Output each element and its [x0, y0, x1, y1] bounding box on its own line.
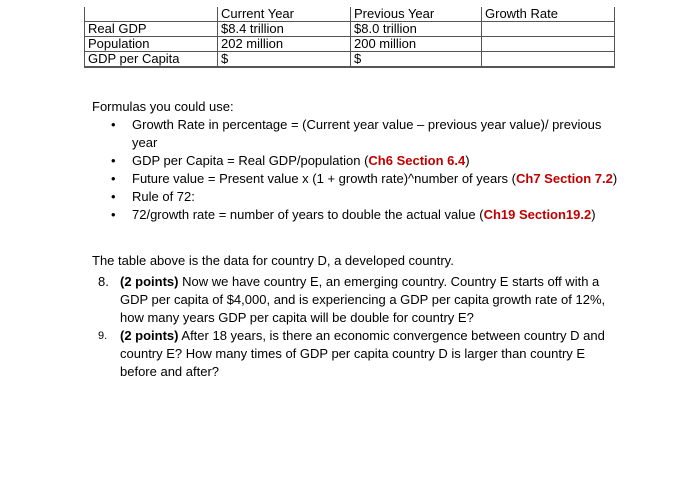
question-points: (2 points) — [120, 328, 179, 343]
question-points: (2 points) — [120, 274, 179, 289]
table-row — [85, 37, 615, 52]
table-header-cell: Previous Year — [351, 7, 482, 22]
section-reference: Ch7 Section 7.2 — [516, 171, 613, 186]
table-header-cell — [85, 7, 218, 22]
formula-list — [92, 116, 622, 224]
formula-item — [92, 116, 622, 152]
bullet-icon: • — [111, 171, 116, 186]
table-cell — [482, 52, 615, 68]
table-cell: GDP per Capita — [85, 52, 218, 68]
table-cell: $8.4 trillion — [218, 22, 351, 37]
table-cell: Real GDP — [85, 22, 218, 37]
table-header-cell: Growth Rate — [482, 7, 615, 22]
formula-item — [92, 206, 622, 224]
formula-item — [92, 170, 622, 188]
formulas-title: Formulas you could use: — [92, 99, 234, 114]
table-cell: $ — [351, 52, 482, 68]
intro-paragraph: The table above is the data for country D, a developed country. — [92, 253, 454, 268]
table-header-row — [85, 7, 615, 22]
table-cell: 200 million — [351, 37, 482, 52]
table-cell — [482, 22, 615, 37]
table-cell: $ — [218, 52, 351, 68]
formula-text: GDP per Capita = Real GDP/population ( — [132, 153, 369, 168]
formula-text-end: ) — [591, 207, 596, 222]
gdp-data-table — [84, 7, 615, 68]
question-item — [92, 273, 622, 327]
formula-text-end: ) — [465, 153, 470, 168]
formula-text: Growth Rate in percentage = (Current year value – previous year value)/ previous year — [132, 117, 602, 150]
question-item — [92, 327, 622, 381]
formula-text-end: ) — [612, 171, 618, 186]
formulas-section — [92, 98, 622, 224]
bullet-icon: • — [111, 207, 116, 222]
formula-text: Future value = Present value x (1 + growth rate)^number of years ( — [132, 171, 517, 186]
formula-item — [92, 188, 622, 206]
section-reference: Ch6 Section 6.4 — [368, 153, 466, 168]
table-row — [85, 22, 615, 37]
table-cell: 202 million — [218, 37, 351, 52]
table-cell: Population — [85, 37, 218, 52]
bullet-icon: • — [111, 153, 116, 168]
question-number: 9. — [98, 330, 108, 342]
question-list — [92, 273, 622, 381]
table-cell: $8.0 trillion — [351, 22, 482, 37]
question-text: Now we have country E, an emerging country. Country E starts off with a GDP per capita of $4,000, and is experiencing a GDP per capita growth rate of 12%, how many years GDP per capita will be double for country E? — [120, 274, 606, 325]
table-header-cell: Current Year — [218, 7, 351, 22]
formula-text: Rule of 72: — [132, 189, 195, 204]
question-number: 8. — [98, 274, 109, 289]
bullet-icon: • — [111, 189, 116, 204]
table-row — [85, 52, 615, 68]
question-text: After 18 years, is there an economic convergence between country D and country E? How many times of GDP per capita country D is larger than country E before and after? — [120, 328, 605, 379]
table-cell — [482, 37, 615, 52]
bullet-icon: • — [111, 117, 116, 132]
formula-text: 72/growth rate = number of years to double the actual value ( — [132, 207, 484, 222]
section-reference: Ch19 Section19.2 — [483, 207, 592, 222]
formula-item — [92, 152, 622, 170]
